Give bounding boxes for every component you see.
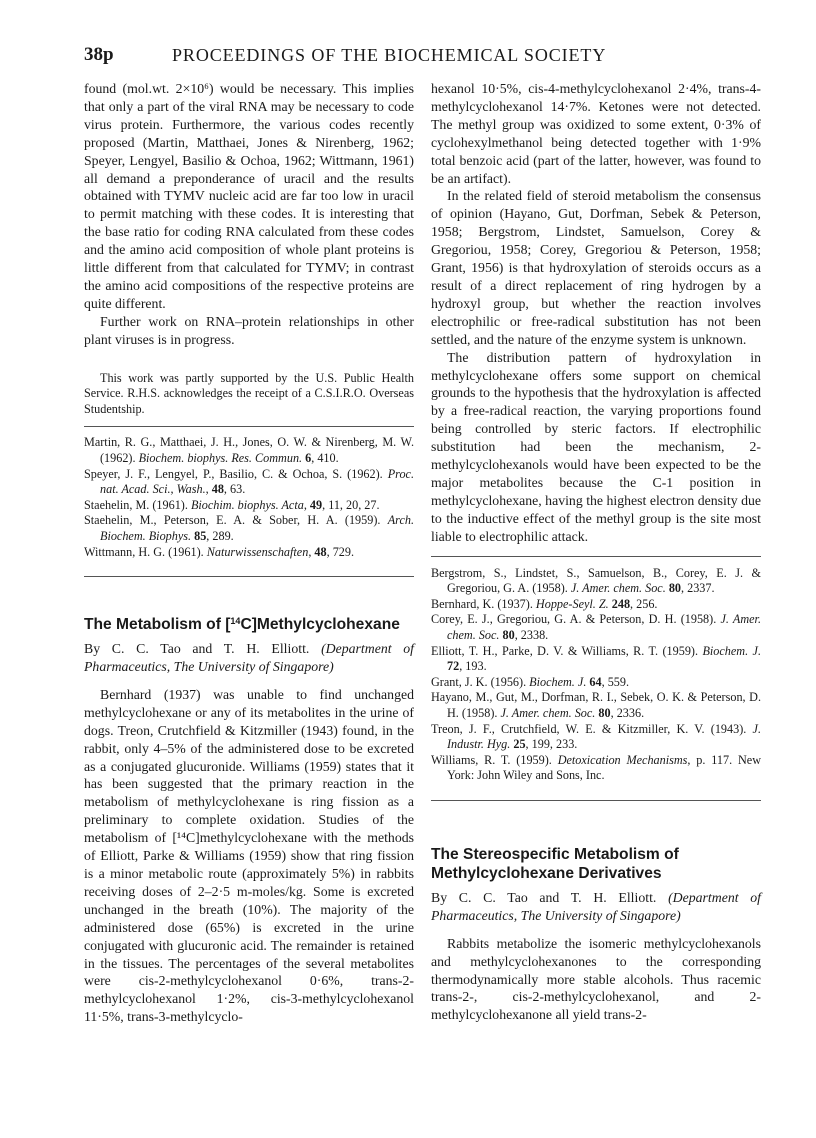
reference-item: Wittmann, H. G. (1961). Naturwissenschaften, 48, 729. [84, 544, 355, 559]
section-divider [431, 556, 761, 557]
article-title-stereospecific: The Stereospecific Metabolism of Methylcyclohexane Derivatives [431, 845, 679, 882]
reference-item: Corey, E. J., Gregoriou, G. A. & Peterson, D. H. (1958). J. Amer. chem. Soc. 80, 2338. [431, 612, 761, 642]
reference-item: Hayano, M., Gut, M., Dorfman, R. I., Sebek, O. K. & Peterson, D. H. (1958). J. Amer. chem. Soc. 80, 2336. [431, 690, 761, 720]
page-number: 38p [84, 44, 114, 65]
paragraph-continued-right: hexanol 10·5%, cis-4-methylcyclohexanol 2·4%, trans-4-methylcyclohexanol 14·7%. Ketones were not detected. The methyl group was oxidized to some extent, 0·3% of cyclohexylmethanol being detected together with 1·9% total benzoic acid (part of the latter, however, was found to be an artifact). [431, 81, 761, 186]
byline: By C. C. Tao and T. H. Elliott. (Department of Pharmaceutics, The University of Singapore) [431, 889, 762, 923]
section-divider [84, 426, 414, 427]
section-divider [431, 800, 761, 801]
reference-item: Speyer, J. F., Lengyel, P., Basilio, C. & Ochoa, S. (1962). Proc. nat. Acad. Sci., Wash., 48, 63. [84, 466, 414, 497]
paragraph-bernhard: Bernhard (1937) was unable to find unchanged methylcyclohexane or any of its metabolites in the urine of dogs. Treon, Crutchfield & Kitzmiller (1943) found, in the rabbit, only 4–5% of the administered dose to be excreted as a conjugated glucuronide. Williams (1959) states that it has been suggested that the primary reaction in the metabolism of methylcyclohexane is ring fission as a preliminary to complete oxidation. Studies of the metabolism of [¹⁴C]methylcyclohexane with the methods of Elliott, Parke & Williams (1959) show that ring fission is a minor metabolic route (approximately 5%) in rabbits receiving doses of 2–2·5 m-moles/kg. Some is excreted unchanged in the breath (10%). The majority of the administered dose (65%) is excreted in the urine conjugated with glucuronic acid. The remainder is retained in the tissues. The percentages of the several metabolites were cis-2-methylcyclohexanol 0·6%, trans-2-methylcyclohexanol 1·2%, cis-3-methylcyclohexanol 11·5%, trans-3-methylcyclo- [84, 686, 414, 1025]
page-header [84, 44, 744, 68]
reference-item: Bergstrom, S., Lindstet, S., Samuelson, B., Corey, E. J. & Gregoriou, G. A. (1958). J. Amer. chem. Soc. 80, 2337. [431, 565, 761, 596]
acknowledgement: This work was partly supported by the U.S. Public Health Service. R.H.S. acknowledges the receipt of a C.S.I.R.O. Overseas Studentship. [84, 370, 414, 416]
right-column [431, 80, 761, 1024]
reference-item: Staehelin, M., Peterson, E. A. & Sober, H. A. (1959). Arch. Biochem. Biophys. 85, 289. [84, 513, 414, 543]
running-head: PROCEEDINGS OF THE BIOCHEMICAL SOCIETY [172, 45, 607, 65]
section-divider [84, 576, 414, 577]
reference-item: Martin, R. G., Matthaei, J. H., Jones, O. W. & Nirenberg, M. W. (1962). Biochem. biophys. Res. Commun. 6, 410. [84, 435, 414, 465]
reference-item: Bernhard, K. (1937). Hoppe-Seyl. Z. 248, 256. [431, 596, 658, 611]
paragraph-distribution: The distribution pattern of hydroxylation in methylcyclohexane offers some support on chemical grounds to the hypothesis that the hydroxylation is affected by a free-radical reaction, the varying proportions found being controlled by steric factors. If electrophilic substitution had been the mechanism, 2-methylcyclohexanols would have been expected to be the major metabolites because the C-1 position in methylcyclohexane, having the highest electron density due to the inductive effect of the methyl group is the site most liable to electrophilic attack. [431, 349, 761, 544]
article-title: The Metabolism of [$^{14}$C]Methylcyclohexane [84, 616, 400, 634]
reference-item: Treon, J. F., Crutchfield, W. E. & Kitzmiller, K. V. (1943). J. Industr. Hyg. 25, 199, 233. [431, 721, 762, 752]
paragraph-rabbits: Rabbits metabolize the isomeric methylcyclohexanols and methylcyclohexanones to the corresponding thermodynamically more stable alcohols. Thus racemic trans-2-, cis-2-methylcyclohexanol, and 2-methylcyclohexanone all yield trans-2- [431, 935, 761, 1023]
reference-item: Williams, R. T. (1959). Detoxication Mechanisms, p. 117. New York: John Wiley and Sons, Inc. [431, 752, 762, 783]
byline: By C. C. Tao and T. H. Elliott. (Department of Pharmaceutics, The University of Singapore) [84, 641, 415, 675]
left-column [84, 80, 414, 1026]
reference-item: Staehelin, M. (1961). Biochim. biophys. Acta, 49, 11, 20, 27. [84, 497, 380, 512]
reference-item: Elliott, T. H., Parke, D. V. & Williams, R. T. (1959). Biochem. J. 72, 193. [431, 643, 761, 674]
paragraph-steroid: In the related field of steroid metabolism the consensus of opinion (Hayano, Gut, Dorfman, Sebek & Peterson, 1958; Bergstrom, Lindstet, Samuelson, Corey & Gregoriou, 1958; Corey, Gregoriou & Peterson, 1958; Grant, 1956) is that hydroxylation of steroids occurs as a result of a direct replacement of ring hydrogen by a hydroxyl group, but whether the reaction involves electrophilic or free-radical substitution has not been settled, and the nature of the enzyme system is unknown. [431, 188, 761, 347]
reference-item: Grant, J. K. (1956). Biochem. J. 64, 559. [431, 674, 630, 689]
reference-list [84, 435, 414, 560]
reference-list [431, 566, 761, 784]
paragraph-continued: found (mol.wt. 2×10⁶) would be necessary. This implies that only a part of the viral RNA may be necessary to code virus protein. Furthermore, the various codes recently proposed (Martin, Matthaei, Jones & Nirenberg, 1962; Speyer, Lengyel, Basilio & Ochoa, 1962; Wittmann, 1961) all demand a preponderance of uracil and the results obtained with TYMV nucleic acid are far too low in uracil to permit matching with these codes. It is interesting that the base ratio for coding RNA calculated from these codes and the amino acid composition of whole plant proteins is little different from that calculated for TYMV; in contrast the amino acid compositions of the respective proteins are quite different. [84, 81, 414, 311]
paragraph-further-work: Further work on RNA–protein relationships in other plant viruses is in progress. [84, 313, 414, 347]
